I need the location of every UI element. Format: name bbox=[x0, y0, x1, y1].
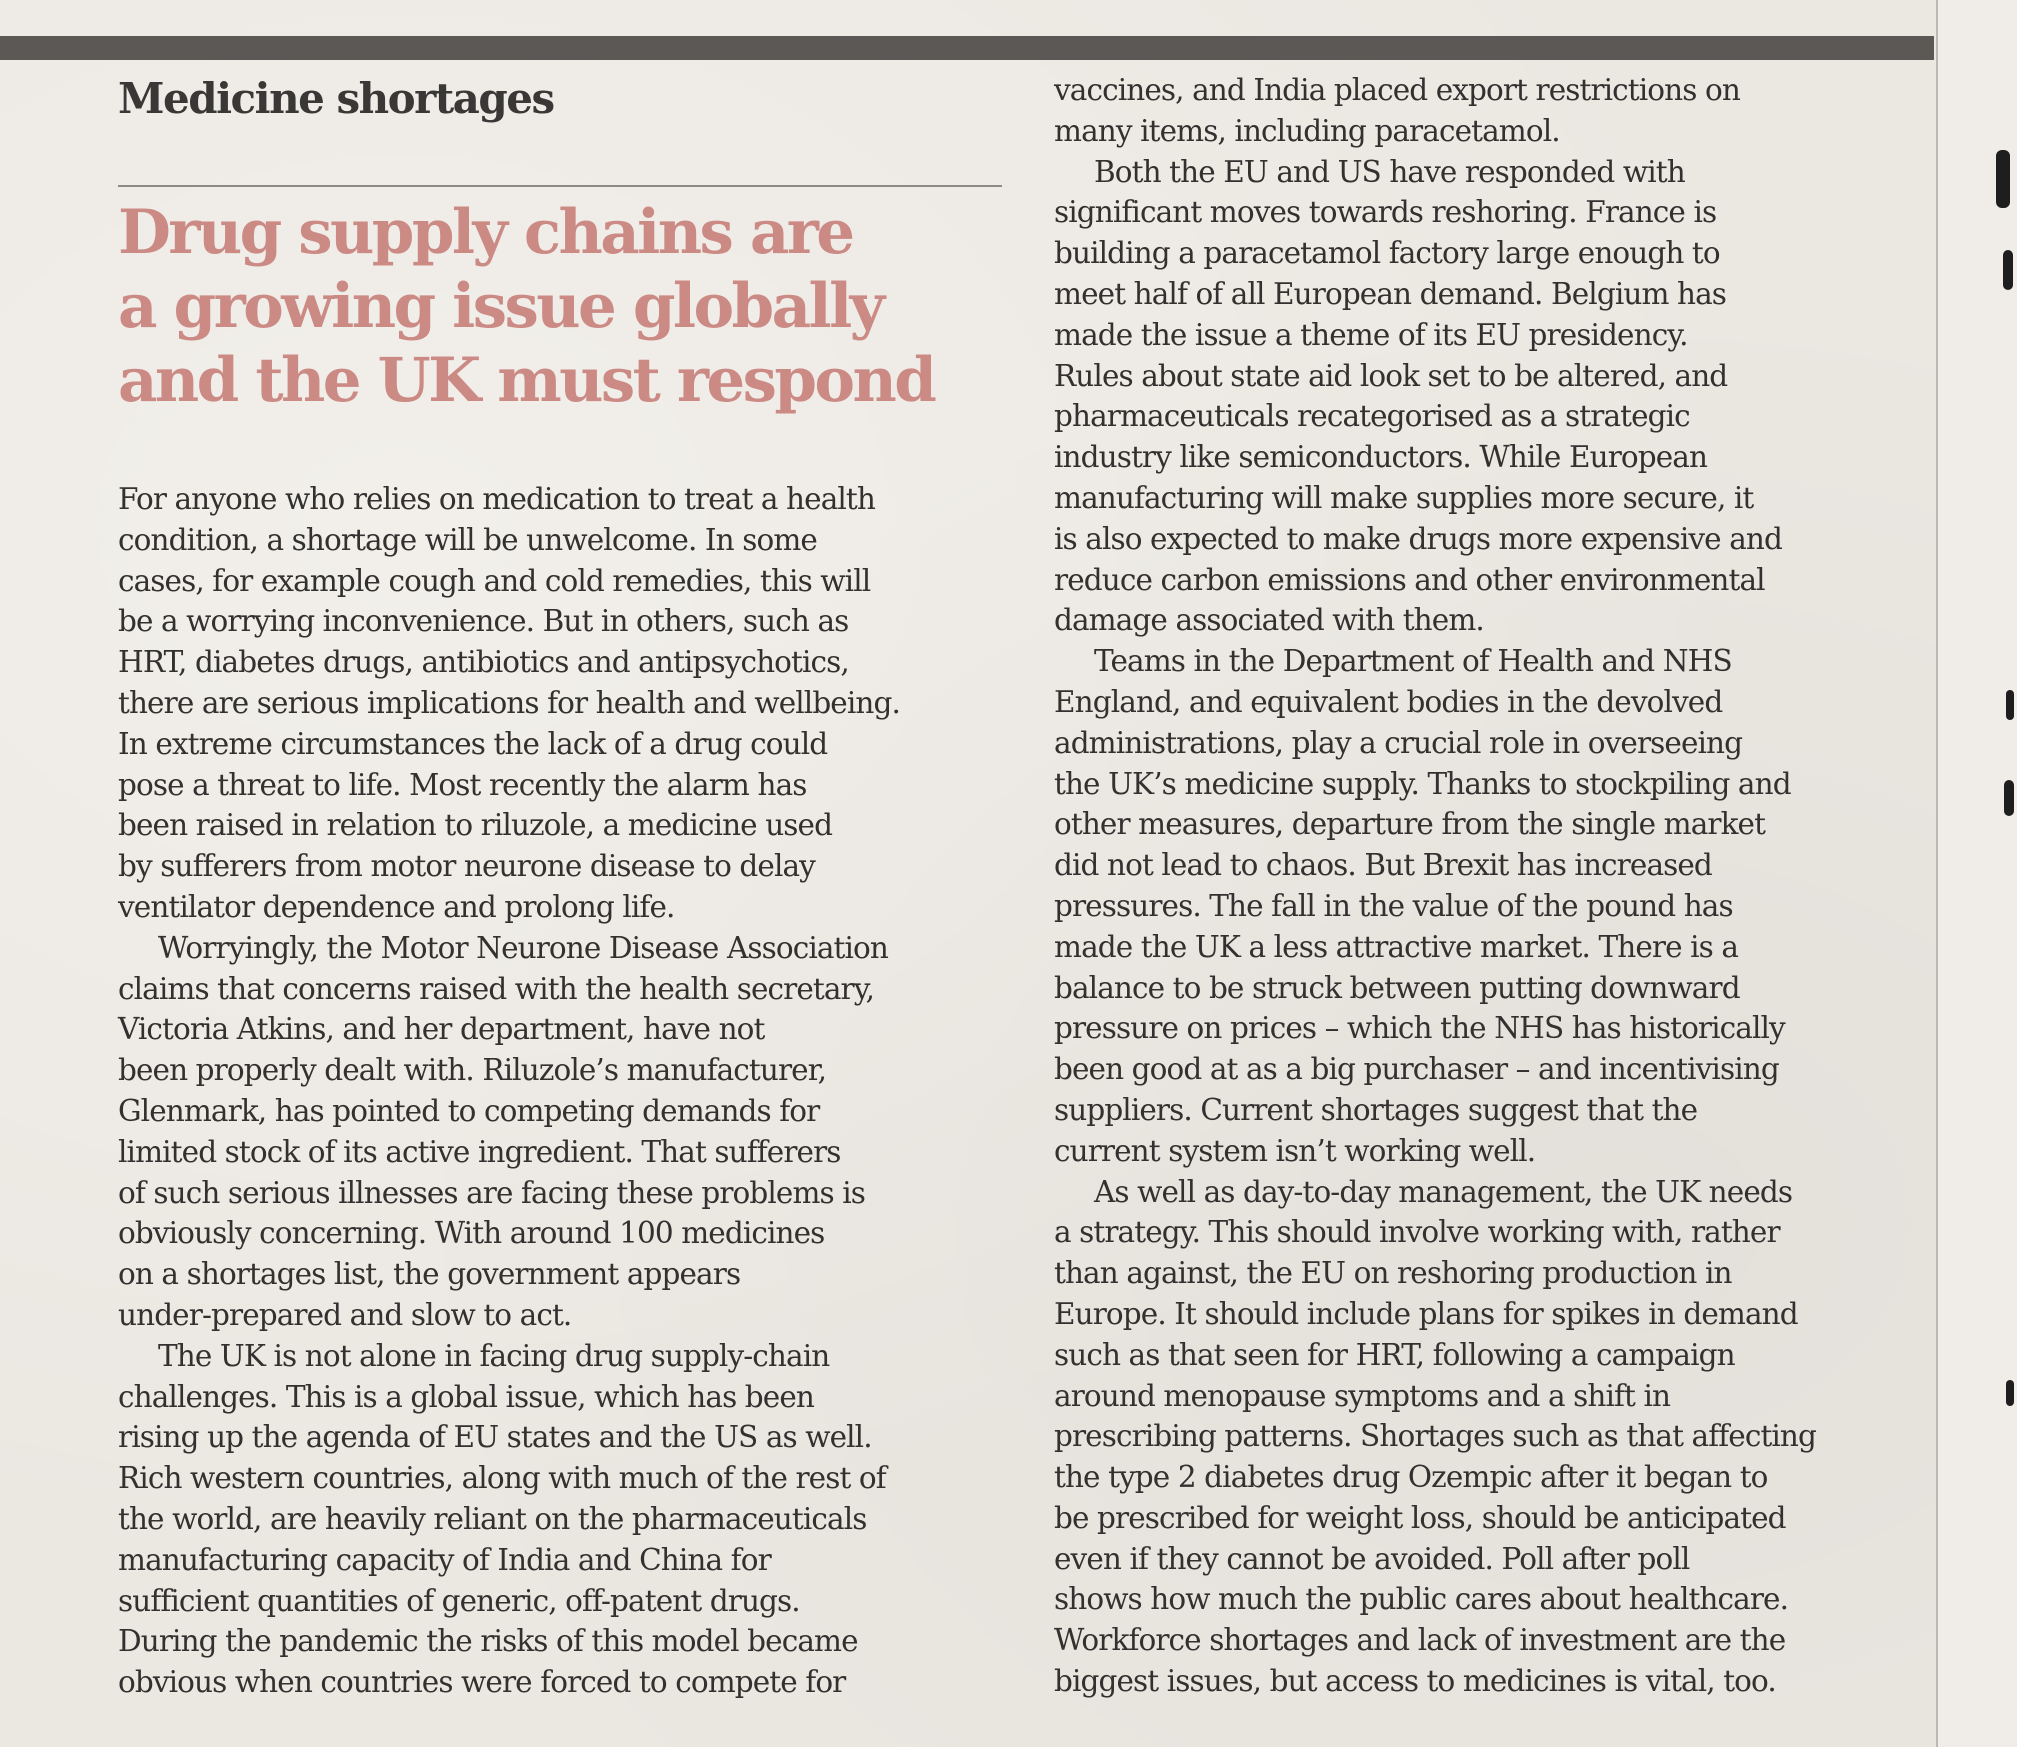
article-text-line: Europe. It should include plans for spikes in demand bbox=[1054, 1296, 1798, 1331]
article-text-line: a strategy. This should involve working with, rather bbox=[1054, 1215, 1780, 1250]
article-text-line: on a shortages list, the government appears bbox=[118, 1257, 741, 1292]
article-text-line: industry like semiconductors. While European bbox=[1054, 440, 1708, 475]
article-text-line: Rules about state aid look set to be altered, and bbox=[1054, 358, 1728, 393]
article-text-line: such as that seen for HRT, following a campaign bbox=[1054, 1337, 1735, 1372]
article-text-line: The UK is not alone in facing drug supply-chain bbox=[158, 1338, 830, 1373]
article-text-line: England, and equivalent bodies in the devolved bbox=[1054, 684, 1723, 719]
article-text-line: During the pandemic the risks of this model became bbox=[118, 1624, 858, 1659]
left-column-body bbox=[118, 479, 1008, 1703]
article-text-line: manufacturing capacity of India and China for bbox=[118, 1542, 771, 1577]
kicker-divider bbox=[118, 185, 1002, 187]
article-text-line: Teams in the Department of Health and NHS bbox=[1094, 644, 1732, 679]
article-text-line: be a worrying inconvenience. But in others, such as bbox=[118, 604, 849, 639]
article-text-line: As well as day-to-day management, the UK needs bbox=[1094, 1174, 1793, 1209]
article-text-line: manufacturing will make supplies more secure, it bbox=[1054, 480, 1754, 515]
ink-smudge bbox=[2003, 250, 2013, 290]
article-text-line: than against, the EU on reshoring production in bbox=[1054, 1256, 1732, 1291]
article-text-line: under-prepared and slow to act. bbox=[118, 1297, 572, 1332]
article-text-line: there are serious implications for health and wellbeing. bbox=[118, 685, 900, 720]
article-text-line: pharmaceuticals recategorised as a strategic bbox=[1054, 399, 1690, 434]
article-text-line: been raised in relation to riluzole, a medicine used bbox=[118, 808, 833, 843]
article-text-line: Victoria Atkins, and her department, have not bbox=[118, 1012, 765, 1047]
article-text-line: significant moves towards reshoring. France is bbox=[1054, 195, 1717, 230]
article-text-line: of such serious illnesses are facing these problems is bbox=[118, 1175, 866, 1210]
article-text-line: been properly dealt with. Riluzole’s manufacturer, bbox=[118, 1053, 827, 1088]
article-text-line: be prescribed for weight loss, should be anticipated bbox=[1054, 1500, 1786, 1535]
article-text-line: limited stock of its active ingredient. That sufferers bbox=[118, 1134, 841, 1169]
article-text-line: the type 2 diabetes drug Ozempic after it began to bbox=[1054, 1460, 1768, 1495]
article-text-line: did not lead to chaos. But Brexit has increased bbox=[1054, 848, 1712, 883]
article-text-line: challenges. This is a global issue, which has been bbox=[118, 1379, 814, 1414]
headline bbox=[118, 196, 1008, 418]
article-text-line: cases, for example cough and cold remedies, this will bbox=[118, 563, 871, 598]
article-text-line: sufficient quantities of generic, off-patent drugs. bbox=[118, 1583, 800, 1618]
article-text-line: Both the EU and US have responded with bbox=[1094, 154, 1685, 189]
article-text-line: administrations, play a crucial role in overseeing bbox=[1054, 725, 1743, 760]
article-text-line: HRT, diabetes drugs, antibiotics and antipsychotics, bbox=[118, 645, 849, 680]
ink-smudge bbox=[2006, 1380, 2014, 1406]
article-text-line: reduce carbon emissions and other environmental bbox=[1054, 562, 1765, 597]
article-text-line: been good at as a big purchaser – and incentivising bbox=[1054, 1052, 1779, 1087]
right-column-body bbox=[1054, 70, 1916, 1702]
headline-line: and the UK must respond bbox=[118, 345, 935, 416]
article-text-line: Rich western countries, along with much of the rest of bbox=[118, 1461, 886, 1496]
article-text-line: ventilator dependence and prolong life. bbox=[118, 889, 675, 924]
section-kicker: Medicine shortages bbox=[118, 74, 554, 123]
article-text-line: For anyone who relies on medication to treat a health bbox=[118, 482, 875, 516]
article-text-line: vaccines, and India placed export restrictions on bbox=[1054, 73, 1740, 107]
article-text-line: building a paracetamol factory large enough to bbox=[1054, 236, 1720, 271]
article-text-line: Worryingly, the Motor Neurone Disease Association bbox=[158, 930, 889, 965]
article-text-line: the world, are heavily reliant on the pharmaceuticals bbox=[118, 1501, 867, 1536]
article-text-line: Workforce shortages and lack of investment are the bbox=[1054, 1623, 1786, 1658]
ink-smudge bbox=[2006, 690, 2014, 720]
article-text-line: obvious when countries were forced to compete for bbox=[118, 1665, 846, 1700]
article-text-line: suppliers. Current shortages suggest that the bbox=[1054, 1092, 1698, 1127]
article-text-line: many items, including paracetamol. bbox=[1054, 113, 1560, 148]
top-rule bbox=[0, 36, 1934, 60]
article-text-line: by sufferers from motor neurone disease to delay bbox=[118, 849, 815, 884]
article-text-line: around menopause symptoms and a shift in bbox=[1054, 1378, 1671, 1413]
headline-line: Drug supply chains are bbox=[118, 197, 853, 268]
article-text-line: made the UK a less attractive market. There is a bbox=[1054, 929, 1739, 964]
article-text-line: the UK’s medicine supply. Thanks to stockpiling and bbox=[1054, 766, 1791, 801]
article-text-line: Glenmark, has pointed to competing demands for bbox=[118, 1093, 820, 1128]
article-text-line: prescribing patterns. Shortages such as that affecting bbox=[1054, 1419, 1817, 1454]
headline-line: a growing issue globally bbox=[118, 271, 883, 342]
article-text-line: In extreme circumstances the lack of a drug could bbox=[118, 726, 828, 761]
article-text-line: rising up the agenda of EU states and the US as well. bbox=[118, 1420, 872, 1455]
article-text-line: meet half of all European demand. Belgium has bbox=[1054, 276, 1727, 311]
article-text-line: claims that concerns raised with the health secretary, bbox=[118, 971, 875, 1006]
article-text-line: biggest issues, but access to medicines is vital, too. bbox=[1054, 1664, 1776, 1699]
article-text-line: pressures. The fall in the value of the pound has bbox=[1054, 888, 1733, 923]
ink-smudge bbox=[1996, 150, 2010, 208]
article-text-line: pressure on prices – which the NHS has historically bbox=[1054, 1011, 1785, 1046]
article-text-line: condition, a shortage will be unwelcome. In some bbox=[118, 522, 817, 557]
article-text-line: pose a threat to life. Most recently the alarm has bbox=[118, 767, 807, 802]
article-text-line: current system isn’t working well. bbox=[1054, 1133, 1536, 1168]
article-text-line: balance to be struck between putting downward bbox=[1054, 970, 1740, 1005]
article-text-line: damage associated with them. bbox=[1054, 603, 1484, 638]
article-text-line: even if they cannot be avoided. Poll after poll bbox=[1054, 1541, 1690, 1576]
article-text-line: obviously concerning. With around 100 medicines bbox=[118, 1216, 825, 1251]
article-text-line: other measures, departure from the single market bbox=[1054, 807, 1766, 842]
article-text-line: is also expected to make drugs more expensive and bbox=[1054, 521, 1782, 556]
article-text-line: made the issue a theme of its EU presidency. bbox=[1054, 317, 1688, 352]
article-text-line: shows how much the public cares about healthcare. bbox=[1054, 1582, 1789, 1617]
ink-smudge bbox=[2004, 780, 2014, 816]
